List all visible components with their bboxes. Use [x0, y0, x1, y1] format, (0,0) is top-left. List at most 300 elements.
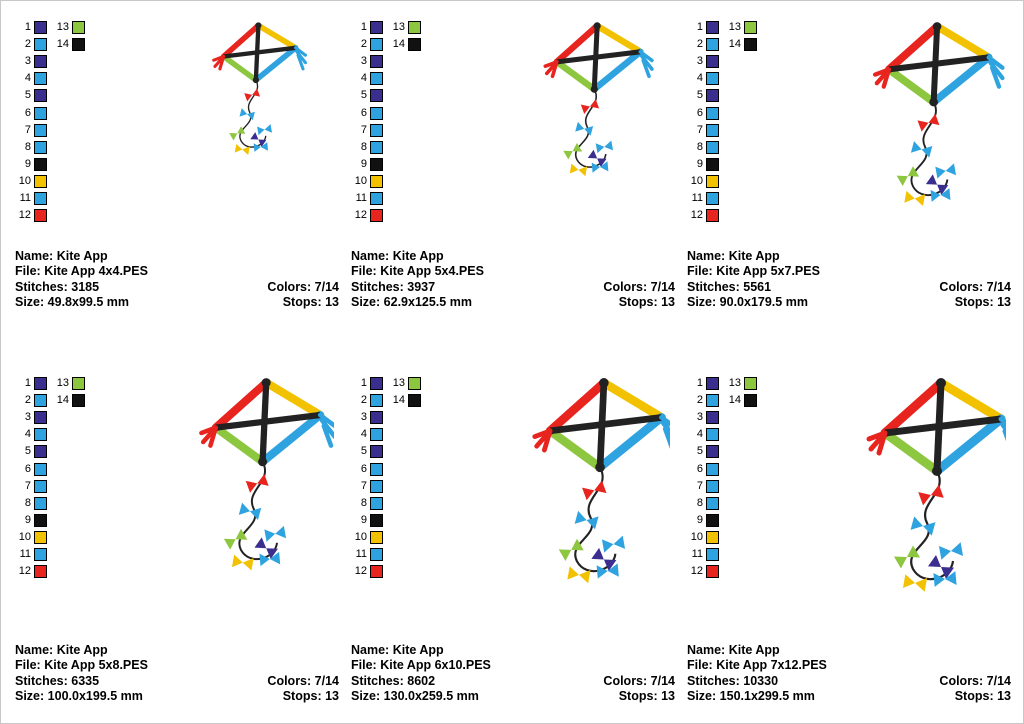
- design-name: Kite App: [728, 642, 780, 657]
- design-colors: 7/14: [650, 279, 675, 294]
- design-stops: 13: [661, 295, 675, 310]
- legend-row: [15, 122, 145, 139]
- legend-number: 6: [696, 462, 703, 475]
- legend-row: [687, 546, 817, 563]
- color-swatch: [370, 38, 383, 51]
- design-cell: [9, 7, 345, 363]
- legend-row: [351, 478, 481, 495]
- legend-number: 5: [360, 445, 367, 458]
- color-swatch: [370, 55, 383, 68]
- color-swatch: [34, 38, 47, 51]
- color-swatch: [34, 445, 47, 458]
- legend-number: 12: [18, 565, 31, 578]
- color-swatch: [706, 158, 719, 171]
- legend-number: 9: [24, 513, 31, 526]
- color-swatch: [370, 565, 383, 578]
- legend-row: [15, 443, 145, 460]
- legend-number: 1: [696, 377, 703, 390]
- color-swatch: [72, 394, 85, 407]
- legend-number: 11: [691, 547, 703, 560]
- design-info-right: [525, 249, 675, 311]
- legend-row: [15, 495, 145, 512]
- colors-label: Colors:: [267, 673, 312, 688]
- stitches-label: Stitches:: [15, 279, 68, 294]
- color-swatch: [408, 21, 421, 34]
- color-swatch: [706, 531, 719, 544]
- design-stops-line: [189, 689, 339, 705]
- stops-label: Stops:: [618, 295, 658, 310]
- legend-number: 7: [24, 123, 31, 136]
- legend-row: [687, 409, 817, 426]
- color-swatch: [706, 38, 719, 51]
- color-swatch: [370, 158, 383, 171]
- design-colors-line: [861, 280, 1011, 296]
- color-swatch: [706, 445, 719, 458]
- design-file: Kite App 5x8.PES: [44, 658, 148, 673]
- legend-number: 11: [691, 191, 703, 204]
- design-info-right: [525, 643, 675, 705]
- color-swatch: [34, 531, 47, 544]
- legend-number: 8: [360, 140, 367, 153]
- color-swatch: [34, 377, 47, 390]
- color-swatch: [370, 175, 383, 188]
- color-swatch: [744, 377, 757, 390]
- design-file: Kite App 4x4.PES: [44, 264, 148, 279]
- design-colors: 7/14: [314, 279, 339, 294]
- blank-line: [525, 264, 675, 280]
- blank-line: [189, 249, 339, 265]
- legend-row: [15, 104, 145, 121]
- legend-number: 10: [18, 174, 31, 187]
- legend-row: [15, 19, 145, 36]
- color-swatch: [706, 192, 719, 205]
- legend-number: 13: [56, 21, 69, 34]
- legend-row: [351, 563, 481, 580]
- legend-number: 13: [392, 377, 405, 390]
- legend-number: 11: [19, 191, 31, 204]
- design-size: 49.8x99.5 mm: [47, 295, 129, 310]
- kite-design-preview: [485, 371, 670, 609]
- legend-row: [351, 139, 481, 156]
- legend-number: 6: [696, 106, 703, 119]
- design-stitches: 5561: [743, 279, 772, 294]
- legend-row: [351, 87, 481, 104]
- legend-row: [15, 426, 145, 443]
- color-swatch: [706, 377, 719, 390]
- blank-line: [861, 249, 1011, 265]
- design-stops: 13: [661, 689, 675, 704]
- color-swatch: [34, 514, 47, 527]
- legend-number: 9: [360, 513, 367, 526]
- color-legend: [15, 375, 145, 580]
- design-name: Kite App: [728, 248, 780, 263]
- color-swatch: [370, 72, 383, 85]
- legend-number: 9: [360, 157, 367, 170]
- design-file: Kite App 5x7.PES: [716, 264, 820, 279]
- legend-row: [351, 122, 481, 139]
- legend-number: 14: [56, 394, 69, 407]
- file-label: File:: [687, 658, 713, 673]
- blank-line: [861, 264, 1011, 280]
- design-info-right: [189, 249, 339, 311]
- color-legend: [687, 375, 817, 580]
- legend-number: 3: [24, 55, 31, 68]
- color-swatch: [34, 107, 47, 120]
- legend-row: [351, 512, 481, 529]
- legend-row: [15, 409, 145, 426]
- legend-row: [687, 392, 817, 409]
- color-swatch: [706, 72, 719, 85]
- legend-row: [351, 495, 481, 512]
- design-stitches: 3937: [407, 279, 436, 294]
- legend-number: 3: [360, 55, 367, 68]
- legend-number: 13: [56, 377, 69, 390]
- legend-number: 13: [728, 377, 741, 390]
- color-swatch: [706, 89, 719, 102]
- legend-row: [351, 460, 481, 477]
- legend-number: 10: [690, 174, 703, 187]
- kite-design-preview: [149, 371, 334, 609]
- design-colors-line: [189, 674, 339, 690]
- legend-row: [687, 122, 817, 139]
- legend-row: [687, 563, 817, 580]
- legend-number: 4: [696, 72, 703, 85]
- legend-row: [687, 173, 817, 190]
- color-swatch: [34, 55, 47, 68]
- color-swatch: [34, 141, 47, 154]
- stitches-label: Stitches:: [687, 673, 740, 688]
- design-grid: [9, 7, 1017, 719]
- design-stitches: 3185: [71, 279, 100, 294]
- color-swatch: [34, 565, 47, 578]
- legend-number: 5: [24, 89, 31, 102]
- color-swatch: [34, 158, 47, 171]
- legend-number: 14: [728, 38, 741, 51]
- name-label: Name:: [351, 248, 390, 263]
- legend-row: [687, 375, 817, 392]
- color-legend: [15, 19, 145, 224]
- legend-number: 14: [392, 394, 405, 407]
- stitches-label: Stitches:: [351, 673, 404, 688]
- design-colors-line: [189, 280, 339, 296]
- design-name: Kite App: [392, 642, 444, 657]
- design-cell: [345, 7, 681, 363]
- legend-row: [15, 190, 145, 207]
- legend-number: 2: [696, 394, 703, 407]
- legend-number: 4: [24, 72, 31, 85]
- size-label: Size:: [351, 295, 381, 310]
- color-swatch: [706, 209, 719, 222]
- legend-row: [15, 53, 145, 70]
- legend-row: [15, 375, 145, 392]
- design-size: 100.0x199.5 mm: [47, 689, 143, 704]
- stops-label: Stops:: [282, 295, 322, 310]
- design-colors-line: [525, 280, 675, 296]
- legend-number: 3: [696, 55, 703, 68]
- stitches-label: Stitches:: [15, 673, 68, 688]
- legend-row: [687, 460, 817, 477]
- stitches-label: Stitches:: [687, 279, 740, 294]
- color-swatch: [370, 514, 383, 527]
- legend-row: [687, 156, 817, 173]
- color-swatch: [34, 411, 47, 424]
- color-swatch: [34, 72, 47, 85]
- color-swatch: [706, 411, 719, 424]
- legend-number: 14: [728, 394, 741, 407]
- design-cell: [345, 363, 681, 719]
- legend-row: [351, 190, 481, 207]
- legend-number: 10: [354, 530, 367, 543]
- name-label: Name:: [687, 642, 726, 657]
- colors-label: Colors:: [939, 673, 984, 688]
- color-swatch: [34, 463, 47, 476]
- legend-number: 5: [696, 445, 703, 458]
- legend-row: [15, 36, 145, 53]
- legend-number: 9: [696, 157, 703, 170]
- design-info-right: [861, 643, 1011, 705]
- color-swatch: [706, 548, 719, 561]
- design-name: Kite App: [56, 642, 108, 657]
- legend-row: [351, 409, 481, 426]
- legend-row: [687, 443, 817, 460]
- legend-number: 7: [696, 123, 703, 136]
- colors-label: Colors:: [939, 279, 984, 294]
- name-label: Name:: [15, 642, 54, 657]
- design-info-right: [189, 643, 339, 705]
- color-swatch: [370, 89, 383, 102]
- file-label: File:: [351, 658, 377, 673]
- color-swatch: [744, 21, 757, 34]
- design-stops: 13: [325, 689, 339, 704]
- colors-label: Colors:: [603, 673, 648, 688]
- design-info-right: [861, 249, 1011, 311]
- color-swatch: [370, 548, 383, 561]
- color-swatch: [408, 38, 421, 51]
- color-swatch: [370, 377, 383, 390]
- legend-row: [351, 156, 481, 173]
- legend-row: [687, 426, 817, 443]
- design-size: 150.1x299.5 mm: [719, 689, 815, 704]
- legend-number: 12: [354, 565, 367, 578]
- color-swatch: [370, 428, 383, 441]
- design-stitches: 8602: [407, 673, 436, 688]
- design-file: Kite App 7x12.PES: [716, 658, 827, 673]
- legend-number: 1: [360, 21, 367, 34]
- legend-number: 14: [56, 38, 69, 51]
- stitches-label: Stitches:: [351, 279, 404, 294]
- design-name: Kite App: [392, 248, 444, 263]
- legend-row: [15, 87, 145, 104]
- legend-row: [15, 529, 145, 546]
- design-cell: [681, 7, 1017, 363]
- design-stops-line: [525, 689, 675, 705]
- color-swatch: [706, 514, 719, 527]
- legend-row: [15, 546, 145, 563]
- blank-line: [189, 658, 339, 674]
- color-legend: [351, 19, 481, 224]
- design-stitches: 6335: [71, 673, 100, 688]
- legend-row: [351, 529, 481, 546]
- colors-label: Colors:: [603, 279, 648, 294]
- design-stops: 13: [997, 689, 1011, 704]
- legend-number: 5: [24, 445, 31, 458]
- color-swatch: [706, 55, 719, 68]
- legend-number: 12: [18, 209, 31, 222]
- color-swatch: [370, 497, 383, 510]
- legend-row: [15, 139, 145, 156]
- design-colors-line: [525, 674, 675, 690]
- color-swatch: [744, 38, 757, 51]
- color-swatch: [34, 428, 47, 441]
- legend-number: 4: [696, 428, 703, 441]
- legend-number: 1: [24, 377, 31, 390]
- legend-row: [15, 478, 145, 495]
- colors-label: Colors:: [267, 279, 312, 294]
- legend-row: [687, 529, 817, 546]
- name-label: Name:: [351, 642, 390, 657]
- design-stitches: 10330: [743, 673, 779, 688]
- stops-label: Stops:: [618, 689, 658, 704]
- legend-number: 5: [360, 89, 367, 102]
- color-swatch: [34, 548, 47, 561]
- design-colors: 7/14: [986, 279, 1011, 294]
- color-swatch: [370, 445, 383, 458]
- legend-number: 11: [19, 547, 31, 560]
- legend-row: [687, 53, 817, 70]
- legend-number: 1: [360, 377, 367, 390]
- legend-row: [351, 70, 481, 87]
- legend-row: [687, 190, 817, 207]
- legend-number: 2: [24, 394, 31, 407]
- legend-row: [15, 512, 145, 529]
- file-label: File:: [351, 264, 377, 279]
- legend-row: [351, 173, 481, 190]
- color-swatch: [706, 124, 719, 137]
- color-swatch: [370, 107, 383, 120]
- design-file: Kite App 6x10.PES: [380, 658, 491, 673]
- design-colors: 7/14: [314, 673, 339, 688]
- blank-line: [189, 643, 339, 659]
- legend-row: [15, 156, 145, 173]
- design-stops-line: [861, 295, 1011, 311]
- design-name: Kite App: [56, 248, 108, 263]
- legend-row: [15, 563, 145, 580]
- legend-number: 13: [392, 21, 405, 34]
- size-label: Size:: [687, 295, 717, 310]
- legend-number: 2: [696, 38, 703, 51]
- blank-line: [525, 643, 675, 659]
- design-colors: 7/14: [986, 673, 1011, 688]
- legend-row: [15, 460, 145, 477]
- legend-number: 3: [696, 411, 703, 424]
- color-swatch: [34, 175, 47, 188]
- stops-label: Stops:: [954, 295, 994, 310]
- blank-line: [525, 249, 675, 265]
- color-swatch: [34, 89, 47, 102]
- legend-number: 5: [696, 89, 703, 102]
- legend-number: 3: [24, 411, 31, 424]
- blank-line: [525, 658, 675, 674]
- design-size: 130.0x259.5 mm: [383, 689, 479, 704]
- color-swatch: [706, 497, 719, 510]
- size-label: Size:: [15, 689, 45, 704]
- color-swatch: [34, 394, 47, 407]
- legend-row: [351, 19, 481, 36]
- design-colors: 7/14: [650, 673, 675, 688]
- legend-number: 2: [24, 38, 31, 51]
- color-legend: [351, 375, 481, 580]
- legend-number: 2: [360, 38, 367, 51]
- legend-number: 12: [354, 209, 367, 222]
- color-swatch: [706, 565, 719, 578]
- legend-number: 11: [355, 191, 367, 204]
- legend-row: [687, 70, 817, 87]
- legend-number: 6: [24, 106, 31, 119]
- legend-number: 11: [355, 547, 367, 560]
- color-swatch: [370, 21, 383, 34]
- legend-row: [687, 19, 817, 36]
- legend-row: [351, 392, 481, 409]
- legend-number: 10: [690, 530, 703, 543]
- legend-number: 1: [696, 21, 703, 34]
- legend-row: [687, 478, 817, 495]
- color-swatch: [370, 192, 383, 205]
- size-label: Size:: [15, 295, 45, 310]
- color-swatch: [370, 463, 383, 476]
- legend-number: 10: [354, 174, 367, 187]
- color-swatch: [706, 480, 719, 493]
- legend-number: 1: [24, 21, 31, 34]
- legend-number: 7: [360, 479, 367, 492]
- kite-design-preview: [149, 15, 334, 253]
- kite-design-preview: [821, 15, 1006, 253]
- legend-row: [687, 87, 817, 104]
- blank-line: [189, 264, 339, 280]
- legend-number: 9: [696, 513, 703, 526]
- color-swatch: [408, 377, 421, 390]
- legend-row: [351, 426, 481, 443]
- color-swatch: [408, 394, 421, 407]
- design-size: 62.9x125.5 mm: [383, 295, 472, 310]
- legend-number: 6: [24, 462, 31, 475]
- legend-number: 8: [24, 496, 31, 509]
- legend-row: [351, 53, 481, 70]
- color-swatch: [370, 394, 383, 407]
- color-swatch: [706, 394, 719, 407]
- name-label: Name:: [15, 248, 54, 263]
- design-cell: [681, 363, 1017, 719]
- legend-number: 13: [728, 21, 741, 34]
- legend-number: 8: [696, 496, 703, 509]
- color-swatch: [34, 192, 47, 205]
- color-swatch: [34, 209, 47, 222]
- legend-row: [351, 207, 481, 224]
- color-swatch: [72, 377, 85, 390]
- size-label: Size:: [351, 689, 381, 704]
- legend-number: 3: [360, 411, 367, 424]
- legend-number: 12: [690, 565, 703, 578]
- name-label: Name:: [687, 248, 726, 263]
- blank-line: [861, 643, 1011, 659]
- color-swatch: [370, 124, 383, 137]
- kite-design-preview: [821, 371, 1006, 609]
- design-stops-line: [861, 689, 1011, 705]
- legend-row: [687, 207, 817, 224]
- stops-label: Stops:: [954, 689, 994, 704]
- design-stops: 13: [325, 295, 339, 310]
- color-swatch: [706, 21, 719, 34]
- color-swatch: [370, 411, 383, 424]
